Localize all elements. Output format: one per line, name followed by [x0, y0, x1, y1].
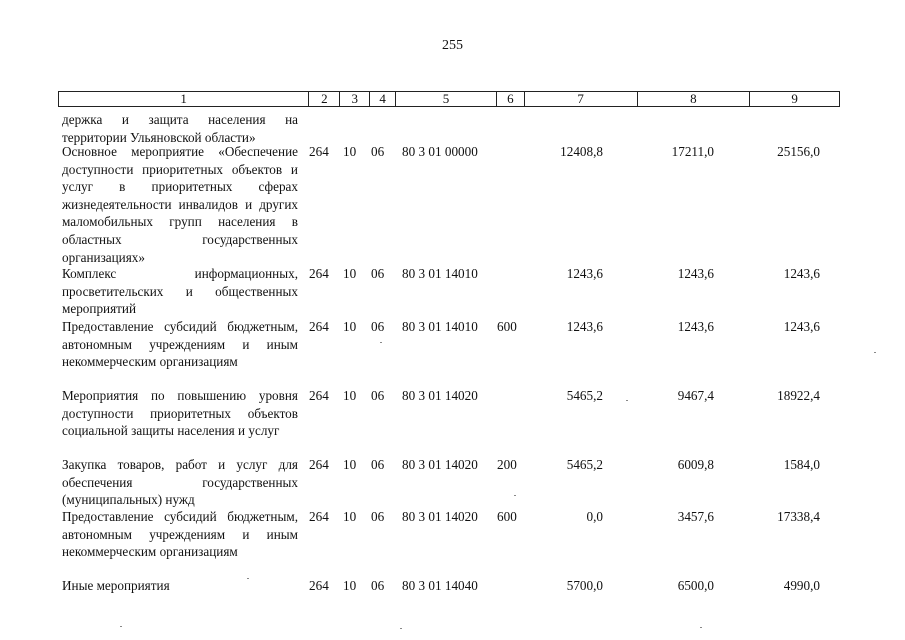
- row-amount-col7: 5465,2: [566, 388, 603, 403]
- header-col-7: 7: [525, 92, 638, 106]
- row-subsection: 06: [371, 457, 385, 472]
- row-amount-col8: 1243,6: [677, 266, 714, 281]
- row-amount-col8: 3457,6: [677, 509, 714, 524]
- row-amount-col8: 9467,4: [677, 388, 714, 403]
- row-amount-col7: 0,0: [586, 509, 603, 524]
- header-col-9: 9: [791, 91, 798, 106]
- row-description: Мероприятия по повышению уровня доступности приоритетных объектов социальной защиты населения и услуг: [62, 388, 298, 439]
- scan-speck: [874, 352, 876, 353]
- header-col-3: 3: [340, 92, 370, 106]
- row-amount-col8: 6009,8: [677, 457, 714, 472]
- row-subsection: 06: [371, 319, 385, 334]
- scan-speck: [400, 628, 402, 629]
- row-section: 10: [343, 144, 357, 159]
- row-grbs: 264: [309, 266, 329, 281]
- row-section: 10: [343, 457, 357, 472]
- row-amount-col7: 12408,8: [560, 144, 603, 159]
- row-subsection: 06: [371, 509, 385, 524]
- row-section: 10: [343, 388, 357, 403]
- row-description: Предоставление субсидий бюджетным, автономным учреждениям и иным некоммерческим организациям: [62, 509, 298, 560]
- row-grbs: 264: [309, 578, 329, 593]
- row-grbs: 264: [309, 144, 329, 159]
- row-description: держка и защита населения на территории Ульяновской области»: [62, 112, 298, 145]
- row-amount-col9: 18922,4: [777, 388, 820, 403]
- row-amount-col9: 1243,6: [783, 266, 820, 281]
- row-amount-col7: 1243,6: [566, 266, 603, 281]
- header-col-6: 6: [497, 92, 525, 106]
- row-subsection: 06: [371, 266, 385, 281]
- row-amount-col8: 17211,0: [671, 144, 714, 159]
- row-description: Предоставление субсидий бюджетным, автономным учреждениям и иным некоммерческим организациям: [62, 319, 298, 370]
- row-amount-col9: 1584,0: [783, 457, 820, 472]
- row-amount-col9: 17338,4: [777, 509, 820, 524]
- row-target-code: 80 3 01 14020: [402, 509, 478, 524]
- row-target-code: 80 3 01 14040: [402, 578, 478, 593]
- scan-speck: [247, 578, 249, 579]
- row-target-code: 80 3 01 14020: [402, 457, 478, 472]
- row-grbs: 264: [309, 388, 329, 403]
- row-target-code: 80 3 01 14020: [402, 388, 478, 403]
- row-grbs: 264: [309, 457, 329, 472]
- row-amount-col9: 4990,0: [783, 578, 820, 593]
- row-section: 10: [343, 319, 357, 334]
- row-grbs: 264: [309, 319, 329, 334]
- header-col-5: 5: [396, 92, 497, 106]
- table-header: [58, 91, 840, 107]
- row-amount-col9: 25156,0: [777, 144, 820, 159]
- row-section: 10: [343, 509, 357, 524]
- row-description: Комплекс информационных, просветительских и общественных мероприятий: [62, 266, 298, 317]
- page-number: 255: [442, 38, 463, 53]
- row-section: 10: [343, 578, 357, 593]
- row-amount-col8: 1243,6: [677, 319, 714, 334]
- row-amount-col9: 1243,6: [783, 319, 820, 334]
- row-expense-type: 200: [497, 457, 517, 472]
- row-grbs: 264: [309, 509, 329, 524]
- row-amount-col7: 5700,0: [566, 578, 603, 593]
- row-amount-col7: 5465,2: [566, 457, 603, 472]
- scan-speck: [700, 627, 702, 628]
- scan-speck: [514, 495, 516, 496]
- row-description: Закупка товаров, работ и услуг для обеспечения государственных (муниципальных) нужд: [62, 457, 298, 508]
- header-col-8: 8: [638, 92, 751, 106]
- row-amount-col7: 1243,6: [566, 319, 603, 334]
- row-subsection: 06: [371, 578, 385, 593]
- scan-speck: [120, 626, 122, 627]
- row-description: Иные мероприятия: [62, 578, 170, 593]
- row-expense-type: 600: [497, 319, 517, 334]
- row-amount-col8: 6500,0: [677, 578, 714, 593]
- row-target-code: 80 3 01 14010: [402, 319, 478, 334]
- row-description: Основное мероприятие «Обеспечение доступности приоритетных объектов и услуг в приоритетных сферах жизнедеятельности инвалидов и других маломобильных групп населения в областных государственных организациях»: [62, 144, 298, 265]
- row-subsection: 06: [371, 388, 385, 403]
- scan-speck: [380, 342, 382, 343]
- header-col-2: 2: [309, 92, 340, 106]
- header-col-4: 4: [370, 92, 396, 106]
- row-target-code: 80 3 01 14010: [402, 266, 478, 281]
- scan-speck: [626, 400, 628, 401]
- header-col-1: 1: [59, 92, 309, 106]
- row-target-code: 80 3 01 00000: [402, 144, 478, 159]
- row-expense-type: 600: [497, 509, 517, 524]
- row-section: 10: [343, 266, 357, 281]
- row-subsection: 06: [371, 144, 385, 159]
